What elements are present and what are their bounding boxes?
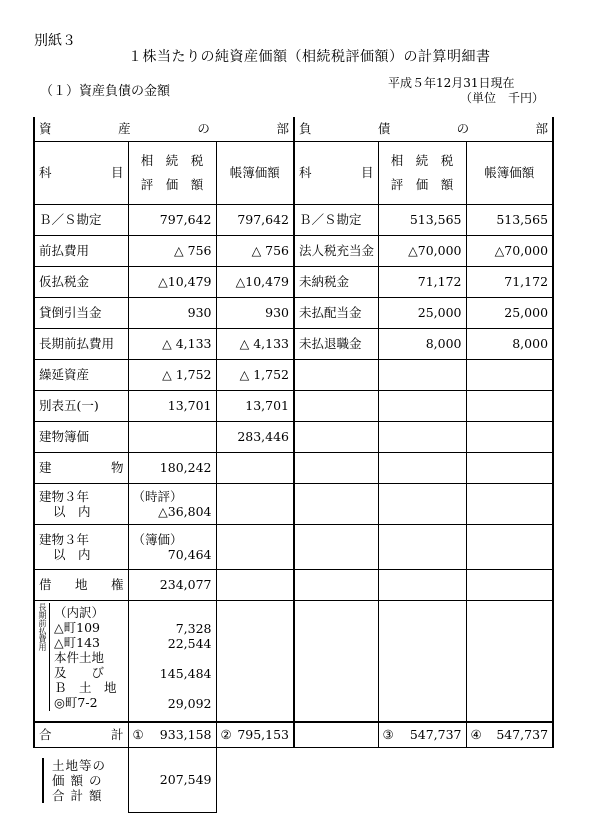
- asset-book-header: 帳簿価額: [216, 142, 294, 205]
- detail-line-value: [133, 607, 212, 622]
- land-empty-1: [216, 748, 294, 813]
- detail-liability-item: [294, 601, 378, 723]
- asset-inherit-value: 797,642: [128, 205, 216, 236]
- detail-label: [34, 601, 128, 723]
- total-mark-2: ②: [220, 727, 232, 742]
- building-row-liability-inherit: [378, 453, 466, 484]
- land-total-value: 207,549: [128, 748, 216, 813]
- liability-book-value: 513,565: [466, 205, 553, 236]
- bldg-appraisal-row-liability-item: [294, 484, 378, 525]
- table-row: [34, 236, 553, 267]
- leasehold-row-liability-item: [294, 570, 378, 601]
- detail-line-name: △町143: [54, 635, 100, 650]
- liability-inherit-value: △70,000: [378, 236, 466, 267]
- section-header-row: [34, 117, 553, 142]
- liability-inherit-value: 71,172: [378, 267, 466, 298]
- detail-line-name: 及 び: [54, 665, 105, 680]
- asset-item: 建物簿価: [34, 422, 128, 453]
- bldg-book-row-label: 建物３年 以 内: [34, 525, 128, 570]
- asset-inherit-value: △ 4,133: [128, 329, 216, 360]
- building-row-inherit-value: 180,242: [128, 453, 216, 484]
- detail-liability-inherit: [378, 601, 466, 723]
- asset-item: 別表五(一): [34, 391, 128, 422]
- table-row: [34, 267, 553, 298]
- asset-liability-table: [33, 117, 554, 813]
- building-row-book-value: [216, 453, 294, 484]
- section-subtitle: （１）資産負債の金額: [40, 84, 171, 99]
- table-row: [34, 329, 553, 360]
- liability-item: 未払配当金: [294, 298, 378, 329]
- bldg-book-row-inherit-value: （簿価） 70,464: [128, 525, 216, 570]
- assets-header: 資 産 の 部: [34, 117, 294, 142]
- asset-item-header: 科 目: [34, 142, 128, 205]
- detail-values: [128, 601, 216, 723]
- asset-inherit-value: △ 756: [128, 236, 216, 267]
- asset-inherit-value: 930: [128, 298, 216, 329]
- building-row-liability-book: [466, 453, 553, 484]
- total-mark-1: ①: [132, 727, 144, 742]
- liability-inherit-header: 相 続 税 評 価 額: [378, 142, 466, 205]
- liability-inherit-value: [378, 422, 466, 453]
- document-title: １株当たりの純資産価額（相続税評価額）の計算明細書: [128, 49, 491, 65]
- asset-book-value: 283,446: [216, 422, 294, 453]
- asset-book-value: △ 4,133: [216, 329, 294, 360]
- bldg-appraisal-row-liability-book: [466, 484, 553, 525]
- table-row: [34, 391, 553, 422]
- leasehold-row-book-value: [216, 570, 294, 601]
- bldg-book-row: [34, 525, 553, 570]
- liability-item-header: 科 目: [294, 142, 378, 205]
- liability-book-value: 71,172: [466, 267, 553, 298]
- leasehold-row-liability-inherit: [378, 570, 466, 601]
- bldg-book-row-liability-book: [466, 525, 553, 570]
- asset-inherit-header: 相 続 税 評 価 額: [128, 142, 216, 205]
- detail-line-value: 145,484: [159, 666, 212, 681]
- table-row: [34, 298, 553, 329]
- land-empty-2: [294, 748, 378, 813]
- liability-inherit-value: 8,000: [378, 329, 466, 360]
- total-mark-3: ③: [382, 727, 394, 742]
- liability-item: [294, 391, 378, 422]
- table-row: [34, 360, 553, 391]
- liabilities-header: 負 債 の 部: [294, 117, 553, 142]
- asset-book-value: 930: [216, 298, 294, 329]
- detail-line-value: 7,328: [175, 621, 212, 636]
- leasehold-row-inherit-value: 234,077: [128, 570, 216, 601]
- liability-item: 未納税金: [294, 267, 378, 298]
- as-of-date: 平成５年12月31日現在: [388, 76, 515, 90]
- total-liability-item: [294, 722, 378, 748]
- liability-book-value: [466, 360, 553, 391]
- liability-inherit-value: 513,565: [378, 205, 466, 236]
- bldg-appraisal-row-book-value: [216, 484, 294, 525]
- asset-item: Ｂ／Ｓ勘定: [34, 205, 128, 236]
- bldg-book-row-liability-inherit: [378, 525, 466, 570]
- liability-item: [294, 360, 378, 391]
- land-total-label: 土地等の 価 額 の 合 計 額: [34, 748, 128, 813]
- detail-line-value: 29,092: [167, 696, 212, 711]
- asset-inherit-value: [128, 422, 216, 453]
- liability-book-value: [466, 391, 553, 422]
- total-label: 合 計: [34, 722, 128, 748]
- detail-book: [216, 601, 294, 723]
- attachment-label: 別紙３: [34, 33, 76, 49]
- detail-line-name: ◎町7-2: [54, 695, 98, 710]
- detail-line-name: 本件土地: [54, 650, 105, 665]
- land-empty-4: [466, 748, 553, 813]
- total-asset-book: ② 795,153: [216, 722, 294, 748]
- asset-book-value: △ 1,752: [216, 360, 294, 391]
- leasehold-row-liability-book: [466, 570, 553, 601]
- bldg-book-row-book-value: [216, 525, 294, 570]
- liability-item: Ｂ／Ｓ勘定: [294, 205, 378, 236]
- liability-book-header: 帳簿価額: [466, 142, 553, 205]
- asset-item: 前払費用: [34, 236, 128, 267]
- leasehold-row-label: 借 地 権: [34, 570, 128, 601]
- asset-inherit-value: △ 1,752: [128, 360, 216, 391]
- detail-side-label: 長期前払費用: [37, 603, 50, 711]
- asset-book-value: △ 756: [216, 236, 294, 267]
- bldg-appraisal-row: [34, 484, 553, 525]
- building-row-label: 建 物: [34, 453, 128, 484]
- table-row: [34, 205, 553, 236]
- total-asset-inherit: ① 933,158: [128, 722, 216, 748]
- total-row: [34, 722, 553, 748]
- building-row-liability-item: [294, 453, 378, 484]
- asset-book-value: △10,479: [216, 267, 294, 298]
- liability-book-value: [466, 422, 553, 453]
- detail-line-value: [133, 652, 212, 667]
- asset-item: 貸倒引当金: [34, 298, 128, 329]
- detail-liability-book: [466, 601, 553, 723]
- asset-item: 長期前払費用: [34, 329, 128, 360]
- liability-inherit-value: [378, 391, 466, 422]
- total-liability-book: ④ 547,737: [466, 722, 553, 748]
- detail-line-name: △町109: [54, 620, 100, 635]
- liability-item: 法人税充当金: [294, 236, 378, 267]
- total-liability-inherit: ③ 547,737: [378, 722, 466, 748]
- unit-label: （単位 千円）: [460, 91, 545, 105]
- asset-inherit-value: △10,479: [128, 267, 216, 298]
- detail-line-value: [133, 682, 212, 697]
- liability-book-value: 25,000: [466, 298, 553, 329]
- bldg-appraisal-row-inherit-value: （時評） △36,804: [128, 484, 216, 525]
- asset-inherit-value: 13,701: [128, 391, 216, 422]
- bldg-appraisal-row-liability-inherit: [378, 484, 466, 525]
- liability-inherit-value: [378, 360, 466, 391]
- asset-book-value: 13,701: [216, 391, 294, 422]
- bldg-appraisal-row-label: 建物３年 以 内: [34, 484, 128, 525]
- bldg-book-row-liability-item: [294, 525, 378, 570]
- table-row: [34, 422, 553, 453]
- building-row: [34, 453, 553, 484]
- liability-inherit-value: 25,000: [378, 298, 466, 329]
- land-total-row: [34, 748, 553, 813]
- detail-line-name: （内訳）: [54, 605, 105, 620]
- liability-item: 未払退職金: [294, 329, 378, 360]
- detail-line-value: 22,544: [167, 636, 212, 651]
- leasehold-row: [34, 570, 553, 601]
- total-mark-4: ④: [470, 727, 482, 742]
- asset-item: 繰延資産: [34, 360, 128, 391]
- detail-row: [34, 601, 553, 723]
- liability-book-value: 8,000: [466, 329, 553, 360]
- liability-item: [294, 422, 378, 453]
- asset-item: 仮払税金: [34, 267, 128, 298]
- liability-book-value: △70,000: [466, 236, 553, 267]
- detail-line-name: Ｂ 土 地: [54, 680, 117, 695]
- land-empty-3: [378, 748, 466, 813]
- asset-book-value: 797,642: [216, 205, 294, 236]
- column-header-row: [34, 142, 553, 205]
